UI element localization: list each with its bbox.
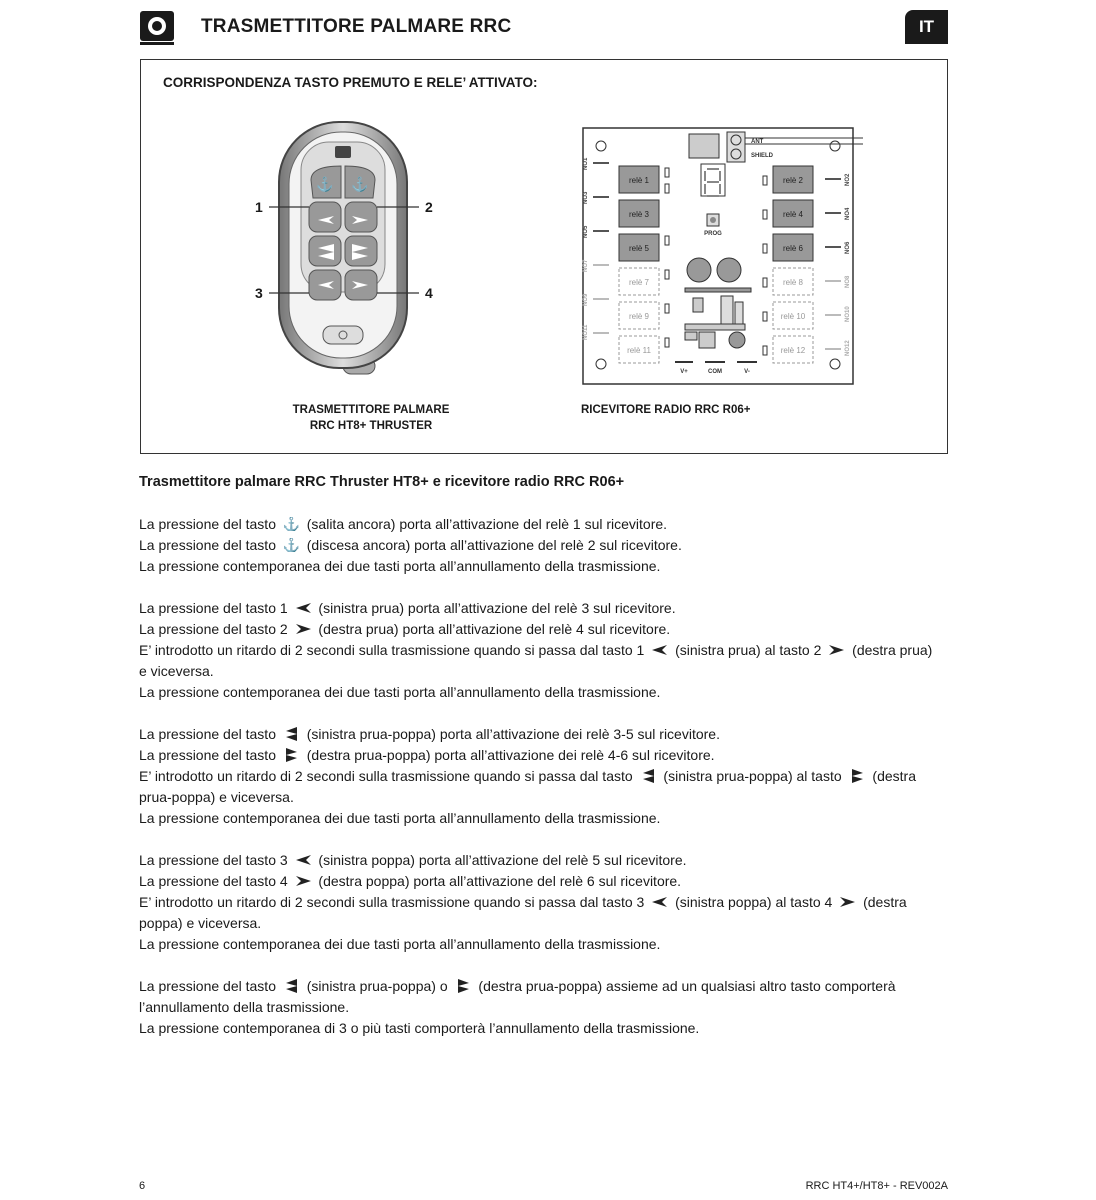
page-number: 6: [139, 1180, 146, 1192]
paragraph-stern: La pressione del tasto 3 (sinistra poppa) porta all’attivazione del relè 5 sul ricevitore. La pressione del tasto 4 (destra poppa) porta all’attivazione del relè 6 sul ricevitore. E’ introdotto un ritardo di 2 secondi sulla trasmissione quando si passa dal tasto 3 (sinistra poppa) al tasto 4 (destra poppa) e viceversa. La pressione contemporanea dei due tasti porta all’annullamento della trasmissione.: [139, 852, 907, 952]
svg-text:⚓: ⚓: [351, 176, 369, 192]
arrow-right-icon: [828, 643, 845, 657]
double-arrow-right-icon: [849, 769, 866, 783]
language-badge: IT: [905, 10, 948, 44]
double-arrow-right-icon: [283, 748, 300, 762]
svg-text:NO10: NO10: [845, 306, 851, 322]
callout-3: 3: [255, 285, 263, 301]
figure-heading: CORRISPONDENZA TASTO PREMUTO E RELE’ ATTIVATO:: [163, 75, 538, 90]
svg-text:relè 3: relè 3: [628, 210, 650, 219]
svg-text:COM: COM: [708, 369, 722, 375]
double-arrow-left-icon: [283, 727, 300, 741]
svg-text:relè 9: relè 9: [628, 312, 650, 321]
svg-text:NO7: NO7: [583, 259, 589, 272]
svg-text:⚓: ⚓: [282, 538, 300, 552]
double-arrow-left-icon: [283, 979, 300, 993]
svg-text:relè 12: relè 12: [780, 346, 806, 355]
paragraph-anchor: La pressione del tasto ⚓ (salita ancora) porta all’attivazione del relè 1 sul ricevitore. La pressione del tasto ⚓ (discesa ancora) porta all’attivazione del relè 2 sul ricevitore. La pressione contemporanea dei due tasti porta all’annullamento della trasmissione.: [139, 516, 682, 574]
svg-text:relè 4: relè 4: [782, 210, 804, 219]
svg-text:relè 6: relè 6: [782, 244, 804, 253]
arrow-left-icon: [651, 643, 668, 657]
callout-4: 4: [425, 285, 433, 301]
svg-text:NO12: NO12: [845, 340, 851, 356]
callout-2: 2: [425, 199, 433, 215]
svg-text:NO3: NO3: [583, 191, 589, 204]
svg-text:relè 2: relè 2: [782, 176, 804, 185]
svg-text:V-: V-: [744, 369, 750, 375]
callout-1: 1: [255, 199, 263, 215]
svg-text:NO9: NO9: [583, 293, 589, 306]
svg-text:relè 7: relè 7: [628, 278, 650, 287]
arrow-left-icon: [295, 601, 312, 615]
svg-text:relè 1: relè 1: [628, 176, 650, 185]
paragraph-bow-stern: La pressione del tasto (sinistra prua-poppa) porta all’attivazione dei relè 3-5 sul ricevitore. La pressione del tasto (destra prua-poppa) porta all’attivazione dei relè 4-6 sul ricevitore. E’ introdotto un ritardo di 2 secondi sulla trasmissione quando si passa dal tasto (sinistra prua-poppa) al tasto (destra prua-poppa) e viceversa. La pressione contemporanea dei due tasti porta all’annullamento della trasmissione.: [139, 726, 916, 826]
anchor-down-icon: [283, 538, 300, 552]
svg-text:relè 5: relè 5: [628, 244, 650, 253]
remote-illustration: [241, 120, 441, 382]
svg-text:NO1: NO1: [583, 157, 589, 170]
page-title: TRASMETTITORE PALMARE RRC: [201, 16, 512, 37]
svg-text:NO4: NO4: [845, 207, 851, 220]
receiver-caption: RICEVITORE RADIO RRC R06+: [581, 404, 751, 416]
svg-text:V+: V+: [680, 369, 688, 375]
arrow-left-icon: [651, 895, 668, 909]
arrow-right-icon: [295, 874, 312, 888]
section-heading: Trasmettitore palmare RRC Thruster HT8+ e ricevitore radio RRC R06+: [139, 474, 625, 490]
brand-logo: [139, 10, 175, 46]
remote-caption: TRASMETTITORE PALMARE RRC HT8+ THRUSTER: [292, 404, 450, 432]
document-reference: RRC HT4+/HT8+ - REV002A: [805, 1180, 948, 1192]
svg-text:NO11: NO11: [583, 324, 589, 340]
svg-text:relè 8: relè 8: [782, 278, 804, 287]
receiver-board-illustration: [581, 126, 871, 388]
svg-text:NO6: NO6: [845, 241, 851, 254]
svg-text:relè 11: relè 11: [627, 346, 651, 355]
arrow-right-icon: [295, 622, 312, 636]
arrow-right-icon: [839, 895, 856, 909]
svg-text:NO2: NO2: [845, 173, 851, 186]
anchor-up-icon: [283, 517, 300, 531]
paragraph-combined: La pressione del tasto (sinistra prua-poppa) o (destra prua-poppa) assieme ad un qualsiasi altro tasto comporterà l’annullamento della trasmissione. La pressione contemporanea di 3 o più tasti comporterà l’annullamento della trasmissione.: [139, 978, 896, 1036]
paragraph-bow: La pressione del tasto 1 (sinistra prua) porta all’attivazione del relè 3 sul ricevitore. La pressione del tasto 2 (destra prua) porta all’attivazione del relè 4 sul ricevitore. E’ introdotto un ritardo di 2 secondi sulla trasmissione quando si passa dal tasto 1 (sinistra prua) al tasto 2 (destra prua) e viceversa. La pressione contemporanea dei due tasti porta all’annullamento della trasmissione.: [139, 600, 933, 700]
svg-text:relè 10: relè 10: [780, 312, 806, 321]
arrow-left-icon: [295, 853, 312, 867]
svg-text:NO8: NO8: [845, 275, 851, 288]
svg-text:⚓: ⚓: [282, 517, 300, 531]
svg-text:PROG: PROG: [704, 231, 722, 237]
svg-text:NO5: NO5: [583, 225, 589, 238]
terminal-shield: SHIELD: [751, 153, 774, 159]
double-arrow-right-icon: [455, 979, 472, 993]
svg-text:⚓: ⚓: [316, 176, 334, 192]
figure-box: [140, 59, 948, 454]
body-text: [139, 514, 948, 1060]
double-arrow-left-icon: [640, 769, 657, 783]
terminal-ant: ANT: [751, 139, 764, 145]
